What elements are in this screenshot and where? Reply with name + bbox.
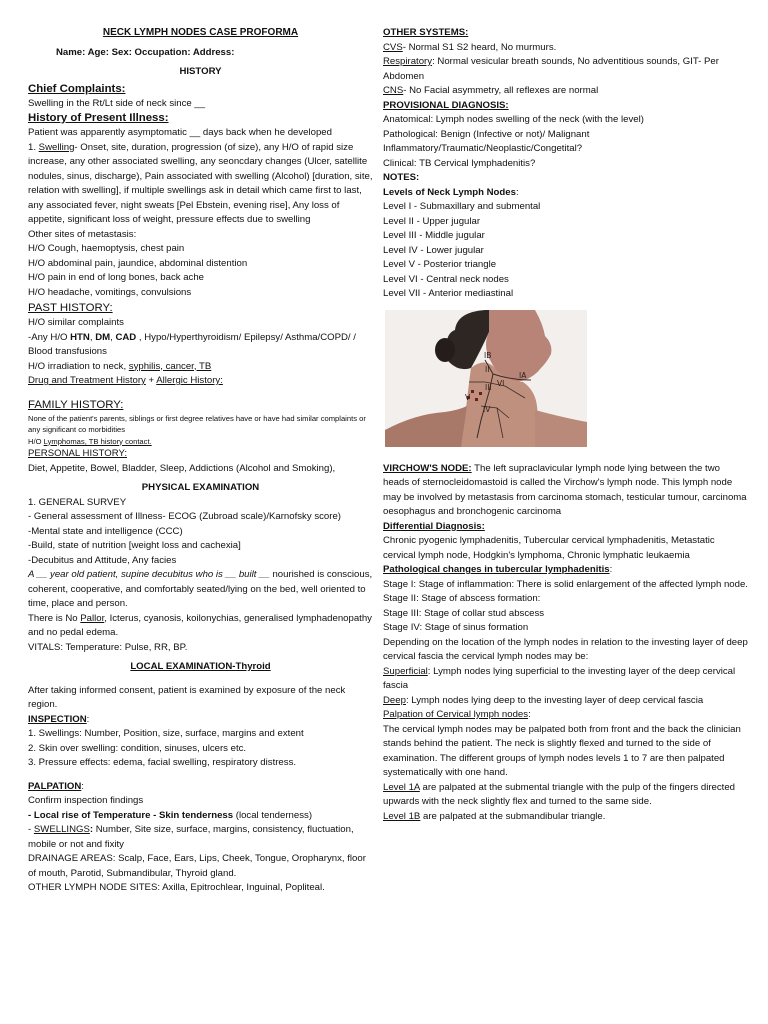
cad-label: CAD xyxy=(115,331,137,343)
virchow-paragraph xyxy=(383,462,748,520)
level-item: Level III - Middle jugular xyxy=(383,230,485,241)
inspection-heading-line xyxy=(28,713,373,728)
htn-label: HTN xyxy=(70,331,90,343)
colon: : xyxy=(89,824,94,835)
respiratory-line xyxy=(383,55,748,84)
label-v: V xyxy=(465,392,471,402)
pathological-diagnosis: Pathological: Benign (Infective or not)/ Malignant Inflammatory/Traumatic/Neoplastic/Congetital? xyxy=(383,128,590,154)
swelling-word: Swelling xyxy=(38,141,75,153)
there-is-no: There is No xyxy=(28,612,81,624)
cns-line xyxy=(383,84,748,99)
vitals-line: VITALS: Temperature: Pulse, RR, BP. xyxy=(28,641,188,653)
general-survey: 1. GENERAL SURVEY xyxy=(28,496,127,508)
local-rise-rest: (local tenderness) xyxy=(233,809,313,821)
levels-heading: Levels of Neck Lymph Nodes xyxy=(383,186,516,198)
inspection-heading: INSPECTION xyxy=(28,713,87,725)
superficial-label: Superficial xyxy=(383,665,428,677)
colon: : xyxy=(86,713,90,725)
colon: : xyxy=(609,564,613,575)
deep-line xyxy=(383,694,748,709)
level-1a-label: Level 1A xyxy=(383,781,420,793)
palpation-line: Confirm inspection findings xyxy=(28,795,144,806)
local-exam-intro: After taking informed consent, patient is examined by exposure of the neck region. xyxy=(28,684,346,710)
chief-complaints-text: Swelling in the Rt/Lt side of neck since __ xyxy=(28,97,206,109)
palpation-heading: PALPATION xyxy=(28,780,82,792)
swelling-text: - Onset, site, duration, progression (of size), any H/O of rapid size increase, any other associated swelling, any seoncdary changes (Ulcer, satellite nodules, sinus, discharge), Pain associated with swelling (Alcohol) [duration, site, relation with swelling], if multiple swellings ask in detail which came first to last, any associated fever, night sweats [Pel Ebstein, evening rise], Any loss of appetite, significant loss of weight, pressure effects due to swelling xyxy=(28,141,373,225)
levels-heading-line xyxy=(383,186,748,201)
swellings-word: SWELLINGS xyxy=(33,824,90,835)
patient-description-normal: nourished is conscious, coherent, cooperative, and comfortably seated/lying on the bed, well oriented to time, place and person. xyxy=(28,569,373,609)
stage-item: Stage IV: Stage of sinus formation xyxy=(383,622,529,633)
depending-paragraph: Depending on the location of the lymph nodes in relation to the investing layer of deep cervical fascia the cervical lymph nodes may be: xyxy=(383,636,748,662)
other-systems-heading: OTHER SYSTEMS: xyxy=(383,27,469,38)
plus: + xyxy=(145,375,157,386)
palpation-cervical-heading: Palpation of Cervical lymph nodes xyxy=(383,709,529,720)
notes-heading: NOTES: xyxy=(383,172,420,183)
family-history-heading: FAMILY HISTORY: xyxy=(28,398,124,411)
hopi-swelling-paragraph xyxy=(28,141,373,228)
local-rise-line xyxy=(28,809,373,824)
ho-prefix: H/O xyxy=(28,436,44,446)
patient-description xyxy=(28,568,373,612)
physical-exam-heading: PHYSICAL EXAMINATION xyxy=(141,482,260,493)
neck-levels-photo xyxy=(385,310,587,447)
neck-levels-illustration xyxy=(385,310,587,447)
history-heading: HISTORY xyxy=(179,66,222,77)
pallor-word: Pallor xyxy=(80,612,105,624)
pallor-line xyxy=(28,612,373,641)
general-survey-item: -Decubitus and Attitude, Any facies xyxy=(28,554,177,566)
label-ib: IB xyxy=(484,350,492,360)
cvs-label: CVS xyxy=(383,41,403,53)
swellings-line xyxy=(28,823,373,852)
anatomical-diagnosis: Anatomical: Lymph nodes swelling of the neck (with the level) xyxy=(383,114,644,125)
document-title: NECK LYMPH NODES CASE PROFORMA xyxy=(102,27,299,38)
past-history-line: H/O similar complaints xyxy=(28,317,124,328)
irradiation-underlined: syphilis, cancer, TB xyxy=(128,360,212,372)
general-survey-item: -Build, state of nutrition [weight loss and cachexia] xyxy=(28,540,241,551)
metastasis-item: H/O Cough, haemoptysis, chest pain xyxy=(28,243,185,254)
respiratory-text: : Normal vesicular breath sounds, No adventitious sounds, GIT- Per Abdomen xyxy=(383,56,719,82)
pathological-changes-heading-line xyxy=(383,563,748,578)
virchow-heading: VIRCHOW'S NODE: xyxy=(383,462,472,474)
palpation-heading-line xyxy=(28,780,373,795)
label-iv: IV xyxy=(483,404,491,414)
comma: , xyxy=(89,331,96,343)
hopi-heading: History of Present Illness: xyxy=(28,112,169,124)
any-ho-prefix: -Any H/O xyxy=(28,331,71,343)
family-history-ho xyxy=(28,436,373,448)
past-history-any-ho xyxy=(28,331,373,360)
cvs-text: - Normal S1 S2 heard, No murmurs. xyxy=(402,41,557,53)
metastasis-item: H/O abdominal pain, jaundice, abdominal distention xyxy=(28,257,248,269)
virchow-text: The left supraclavicular lymph node lying between the two heads of sternocleidomastoid is called the Virchow's lymph node. This lymph node may be involved by metastasis from carcinoma stomach, testicular tumour, carcinoma oesophagus and bronchogenic carcinoma xyxy=(383,462,747,517)
swellings-text: Number, Site size, surface, margins, consistency, fluctuation, mobile or not and fixity xyxy=(28,824,354,850)
label-vi: VI xyxy=(497,378,505,388)
colon: : xyxy=(515,186,519,198)
irradiation-prefix: H/O irradiation to neck, xyxy=(28,360,129,372)
dash: - xyxy=(28,824,34,835)
irradiation-line xyxy=(28,360,373,375)
differential-text: Chronic pyogenic lymphadenitis, Tubercular cervical lymphadenitis, Metastatic cervical lymph node, Hodgkin's lymphoma, Chronic lymphatic leukaemia xyxy=(383,535,715,561)
respiratory-label: Respiratory xyxy=(383,56,433,67)
inspection-item: 1. Swellings: Number, Position, size, surface, margins and extent xyxy=(28,728,304,739)
level-item: Level VII - Anterior mediastinal xyxy=(383,288,514,299)
drug-history-label: Drug and Treatment History xyxy=(28,375,146,386)
label-ii: II xyxy=(485,364,490,374)
cns-text: - No Facial asymmetry, all reflexes are normal xyxy=(403,85,599,96)
ho-underlined: Lymphomas, TB history contact. xyxy=(43,436,152,446)
deep-label: Deep xyxy=(383,694,406,706)
label-ia: IA xyxy=(519,370,527,380)
metastasis-heading: Other sites of metastasis: xyxy=(28,228,137,240)
level-1a-line xyxy=(383,781,748,810)
level-item: Level IV - Lower jugular xyxy=(383,244,484,256)
level-item: Level V - Posterior triangle xyxy=(383,259,497,270)
clinical-diagnosis: Clinical: TB Cervical lymphadenitis? xyxy=(383,157,536,169)
palpation-cervical-heading-line xyxy=(383,708,748,723)
personal-history-text: Diet, Appetite, Bowel, Bladder, Sleep, Addictions (Alcohol and Smoking), xyxy=(28,462,336,474)
general-survey-item: - General assessment of Illness- ECOG (Zubroad scale)/Karnofsky score) xyxy=(28,511,341,522)
label-iii: III xyxy=(485,382,492,392)
palpation-cervical-text: The cervical lymph nodes may be palpated both from front and the back the clinician stands behind the patient. The neck is slightly flexed and turned to the side of examination. The different groups of lymph nodes levels 1 to 7 are then palpated systematically with one hand. xyxy=(383,723,741,778)
stage-item: Stage II: Stage of abscess formation: xyxy=(383,593,541,604)
patient-fields: Name: Age: Sex: Occupation: Address: xyxy=(56,46,235,58)
differential-heading: Differential Diagnosis: xyxy=(383,520,485,532)
level-1b-line xyxy=(383,810,748,825)
comma: , xyxy=(110,331,116,343)
local-exam-heading: LOCAL EXAMINATION-Thyroid xyxy=(130,661,271,672)
pallor-rest: , Icterus, cyanosis, koilonychias, generalised lymphadenopathy and no pedal edema. xyxy=(28,612,372,638)
personal-history-heading: PERSONAL HISTORY: xyxy=(28,448,127,459)
colon: : xyxy=(528,709,531,720)
pathological-changes-heading: Pathological changes in tubercular lymphadenitis xyxy=(383,564,610,575)
level-1a-text: are palpated at the submental triangle with the pulp of the fingers directed upwards with the neck slightly flex and turned to the same side. xyxy=(383,781,736,807)
level-1b-text: are palpated at the submandibular triangle. xyxy=(420,810,606,822)
left-column xyxy=(28,26,373,896)
stage-item: Stage I: Stage of inflammation: There is solid enlargement of the affected lymph node. xyxy=(383,578,748,590)
superficial-line xyxy=(383,665,748,694)
allergic-history-label: Allergic History: xyxy=(156,375,223,386)
level-1b-label: Level 1B xyxy=(383,810,421,822)
past-history-heading: PAST HISTORY: xyxy=(28,302,113,314)
drug-allergy-line xyxy=(28,374,373,389)
hopi-line: Patient was apparently asymptomatic __ days back when he developed xyxy=(28,127,332,138)
general-survey-item: -Mental state and intelligence (CCC) xyxy=(28,525,183,537)
chief-complaints-heading: Chief Complaints: xyxy=(28,82,126,95)
swelling-number: 1. xyxy=(28,141,39,153)
dm-label: DM xyxy=(95,331,111,343)
inspection-item: 2. Skin over swelling: condition, sinuses, ulcers etc. xyxy=(28,742,247,754)
stage-item: Stage III: Stage of collar stud abscess xyxy=(383,607,545,619)
cvs-line xyxy=(383,41,748,56)
past-history-rest: , Hypo/Hyperthyroidism/ Epilepsy/ Asthma/COPD/ / Blood transfusions xyxy=(28,331,356,357)
other-node-sites: OTHER LYMPH NODE SITES: Axilla, Epitrochlear, Inguinal, Popliteal. xyxy=(28,882,325,893)
provisional-heading: PROVISIONAL DIAGNOSIS: xyxy=(383,99,509,111)
metastasis-item: H/O headache, vomitings, convulsions xyxy=(28,286,192,298)
colon: : xyxy=(81,780,84,792)
local-rise-bold: - Local rise of Temperature - Skin tenderness xyxy=(28,809,234,821)
superficial-text: : Lymph nodes lying superficial to the investing layer of the deep cervical fascia xyxy=(383,665,736,691)
cns-label: CNS xyxy=(383,85,404,96)
right-column xyxy=(383,26,748,824)
level-item: Level II - Upper jugular xyxy=(383,215,481,227)
inspection-item: 3. Pressure effects: edema, facial swelling, respiratory distress. xyxy=(28,757,297,768)
deep-text: : Lymph nodes lying deep to the investing layer of deep cervical fascia xyxy=(405,694,704,706)
family-history-text: None of the patient's parents, siblings or first degree relatives have or have had similar complaints or any significant co morbidities xyxy=(28,413,366,434)
patient-description-italic: A __ year old patient, supine decubitus who is __ built __ xyxy=(28,569,270,580)
metastasis-item: H/O pain in end of long bones, back ache xyxy=(28,272,205,283)
drainage-areas: DRAINAGE AREAS: Scalp, Face, Ears, Lips, Cheek, Tongue, Oropharynx, floor of mouth, Parotid, Submandibular, Thyroid gland. xyxy=(28,853,366,879)
level-item: Level I - Submaxillary and submental xyxy=(383,201,541,212)
level-item: Level VI - Central neck nodes xyxy=(383,273,509,285)
